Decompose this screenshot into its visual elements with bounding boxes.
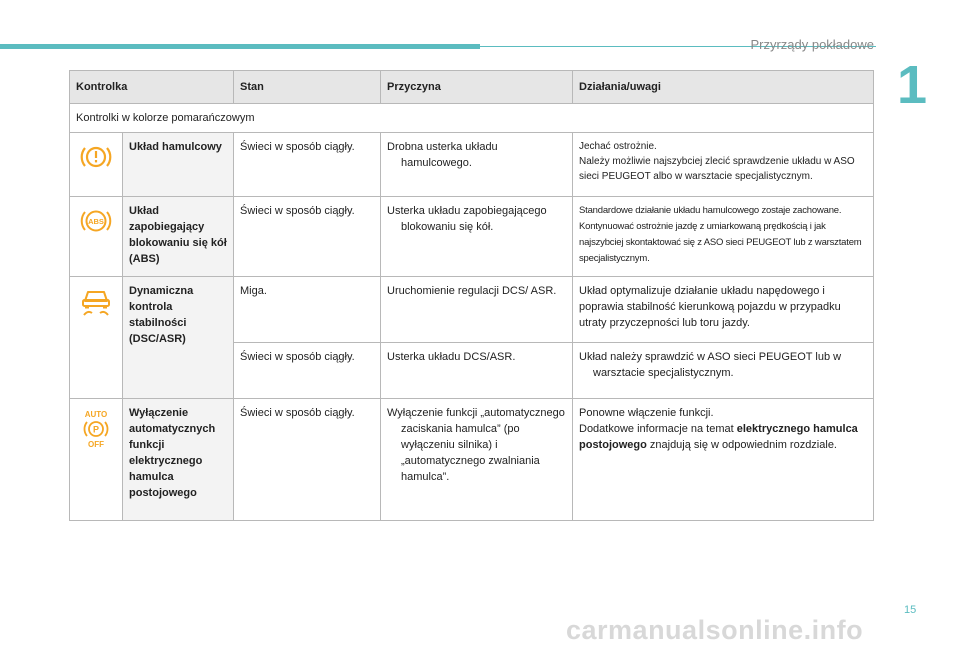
header-stan: Stan [234,71,381,104]
warning-cause: Uruchomienie regulacji DCS/ ASR. [381,277,573,343]
header-accent-bar [0,44,480,49]
abs-warning-icon [70,197,123,277]
page-number: 15 [904,604,917,616]
section-title: Przyrządy pokładowe [750,37,874,52]
icon-text-auto: AUTO [84,410,108,419]
warning-lights-table [69,70,874,521]
group-label: Kontrolki w kolorze pomarańczowym [70,104,874,133]
warning-state: Świeci w sposób ciągły. [234,399,381,521]
watermark: carmanualsonline.info [566,615,864,645]
actions-line-2-post: znajdują się w odpowiednim rozdziale. [646,439,837,451]
brake-system-warning-icon [70,133,123,197]
header-przyczyna: Przyczyna [381,71,573,104]
actions-line-1: Ponowne włączenie funkcji. [579,407,714,419]
warning-cause: Wyłączenie funkcji „automatycznego zaciskania hamulca” (po wyłączeniu silnika) i „automatycznego zwalniania hamulca”. [381,399,573,521]
warning-state: Miga. [234,277,381,343]
warning-name: Układ zapobiegający blokowaniu się kół (ABS) [123,197,234,277]
warning-state: Świeci w sposób ciągły. [234,133,381,197]
warning-cause: Usterka układu DCS/ASR. [381,343,573,399]
table-row [70,133,874,197]
table-row [70,277,874,343]
chapter-number: 1 [897,55,928,115]
warning-name: Układ hamulcowy [123,133,234,197]
warning-actions [573,399,874,521]
header-dzialania: Działania/uwagi [573,71,874,104]
icon-text-off: OFF [88,440,104,449]
actions-line-2-bold: elektrycznego hamulca postojowego [579,423,858,451]
warning-state: Świeci w sposób ciągły. [234,343,381,399]
warning-name: Wyłączenie automatycznych funkcji elektrycznego hamulca postojowego [123,399,234,521]
warning-actions: Układ należy sprawdzić w ASO sieci PEUGEOT lub w warsztacie specjalistycznym. [573,343,874,399]
group-row [70,104,874,133]
dsc-skid-icon [70,277,123,399]
svg-text:P: P [92,424,100,435]
warning-actions: Układ optymalizuje działanie układu napędowego i poprawia stabilność kierunkową pojazdu w przypadku utraty przyczepności lub toru jazdy. [573,277,874,343]
warning-cause: Usterka układu zapobiegającego blokowaniu się kół. [381,197,573,277]
svg-text:ABS: ABS [88,217,104,226]
warning-state: Świeci w sposób ciągły. [234,197,381,277]
warning-actions: Jechać ostrożnie. Należy możliwie najszybciej zlecić sprawdzenie układu w ASO sieci PEUGEOT albo w warsztacie specjalistycznym. [573,133,874,197]
table-header-row [70,71,874,104]
header-kontrolka: Kontrolka [70,71,234,104]
auto-parking-brake-off-icon [70,399,123,521]
table-row [70,399,874,521]
actions-line-2-pre: Dodatkowe informacje na temat [579,423,737,435]
warning-actions: Standardowe działanie układu hamulcowego zostaje zachowane. Kontynuować ostrożnie jazdę z umiarkowaną prędkością i jak najszybciej skontaktować się z ASO sieci PEUGEOT lub z warsztatem specjalistycznym. [573,197,874,277]
table-row [70,197,874,277]
warning-name: Dynamiczna kontrola stabilności (DSC/ASR) [123,277,234,399]
warning-cause: Drobna usterka układu hamulcowego. [381,133,573,197]
